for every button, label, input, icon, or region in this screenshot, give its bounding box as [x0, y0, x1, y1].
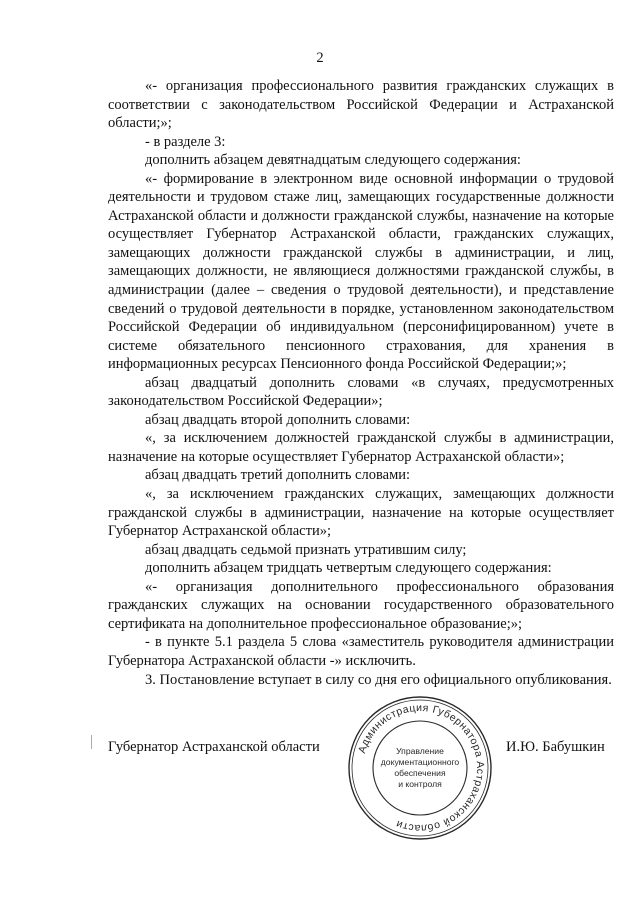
paragraph: «- организация профессионального развития гражданских служащих в соответствии с законодательством Российской Федерации и Астраханской области;»;	[108, 78, 614, 132]
svg-text:документационного: документационного	[380, 757, 460, 767]
paragraph: - в пункте 5.1 раздела 5 слова «заместитель руководителя администрации Губернатора Астраханской области -» исключить.	[108, 634, 614, 669]
paragraph: - в разделе 3:	[145, 133, 226, 150]
paragraph: абзац двадцатый дополнить словами «в случаях, предусмотренных законодательством Российской Федерации»;	[108, 374, 614, 410]
paragraph: «, за исключением должностей гражданской службы в администрации, назначение на которые осуществляет Губернатор Астраханской области»;	[108, 430, 614, 465]
document-body	[108, 77, 614, 689]
paragraph: абзац двадцать третий дополнить словами:	[145, 467, 411, 484]
signatory-name: И.Ю. Бабушкин	[506, 739, 605, 755]
svg-text:и контроля: и контроля	[398, 779, 442, 789]
page-number: 2	[316, 50, 324, 66]
paragraph: «- формирование в электронном виде основной информации о трудовой деятельности и трудовом стаже лиц, замещающих государственные должности Астраханской области и должности гражданской службы, назначение на которые осуществляет Губернатор Астраханской области, гражданских служащих, замещающих должности гражданской службы в администрации, и лиц, замещающих должности, не являющиеся должностями гражданской службы, в администрации (далее – сведения о трудовой деятельности), и представление сведений о трудовой деятельности в порядке, установленном законодательством Российской Федерации об индивидуальном (персонифицированном) учете в системе обязательного пенсионного страхования, для хранения в информационных ресурсах Пенсионного фонда Российской Федерации;»;	[108, 170, 614, 373]
svg-text:Управление: Управление	[396, 746, 444, 756]
official-stamp	[346, 694, 494, 842]
svg-text:Администрация Губернатора Астр: Администрация Губернатора Астраханской области	[356, 701, 487, 835]
paragraph: абзац двадцать седьмой признать утратившим силу;	[145, 541, 467, 558]
margin-mark	[91, 735, 94, 749]
paragraph: абзац двадцать второй дополнить словами:	[145, 411, 411, 428]
stamp-seal-icon	[346, 694, 494, 842]
paragraph: «- организация дополнительного профессионального образования гражданских служащих на основании государственного образовательного сертификата на дополнительное профессиональное образование;»;	[108, 578, 614, 632]
paragraph: «, за исключением гражданских служащих, замещающих должности гражданской службы в администрации, назначение на которые осуществляет Губернатор Астраханской области»;	[108, 486, 614, 540]
svg-text:обеспечения: обеспечения	[394, 768, 446, 778]
paragraph: дополнить абзацем девятнадцатым следующего содержания:	[145, 152, 521, 169]
paragraph: 3. Постановление вступает в силу со дня его официального опубликования.	[145, 671, 612, 688]
signatory-position: Губернатор Астраханской области	[108, 739, 320, 755]
paragraph: дополнить абзацем тридцать четвертым следующего содержания:	[145, 560, 552, 577]
